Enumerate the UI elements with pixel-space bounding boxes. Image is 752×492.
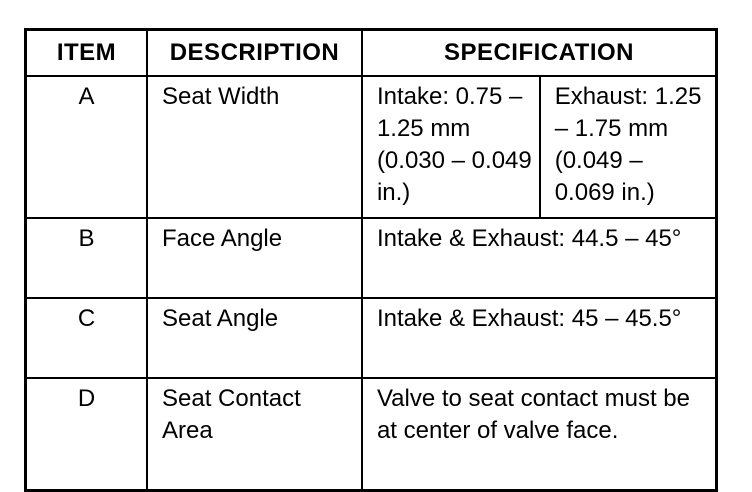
table-row bbox=[26, 298, 717, 378]
description-cell: Seat Width bbox=[147, 76, 362, 218]
item-cell: D bbox=[26, 378, 148, 491]
specification-cell: Intake & Exhaust: 44.5 – 45° bbox=[362, 218, 717, 298]
item-cell: B bbox=[26, 218, 148, 298]
item-cell: A bbox=[26, 76, 148, 218]
header-row bbox=[26, 30, 717, 77]
exhaust-spec-cell: Exhaust: 1.25 – 1.75 mm (0.049 – 0.069 in.) bbox=[540, 76, 717, 218]
table-row bbox=[26, 218, 717, 298]
table-row bbox=[26, 378, 717, 491]
description-cell: Face Angle bbox=[147, 218, 362, 298]
table-row bbox=[26, 76, 717, 218]
description-cell: Seat Contact Area bbox=[147, 378, 362, 491]
specification-cell: Intake & Exhaust: 45 – 45.5° bbox=[362, 298, 717, 378]
header-specification: SPECIFICATION bbox=[362, 30, 717, 77]
item-cell: C bbox=[26, 298, 148, 378]
specification-cell: Valve to seat contact must be at center of valve face. bbox=[362, 378, 717, 491]
header-item: ITEM bbox=[26, 30, 148, 77]
intake-spec-cell: Intake: 0.75 – 1.25 mm (0.030 – 0.049 in.) bbox=[362, 76, 540, 218]
header-description: DESCRIPTION bbox=[147, 30, 362, 77]
description-cell: Seat Angle bbox=[147, 298, 362, 378]
valve-seat-spec-table bbox=[24, 28, 718, 492]
